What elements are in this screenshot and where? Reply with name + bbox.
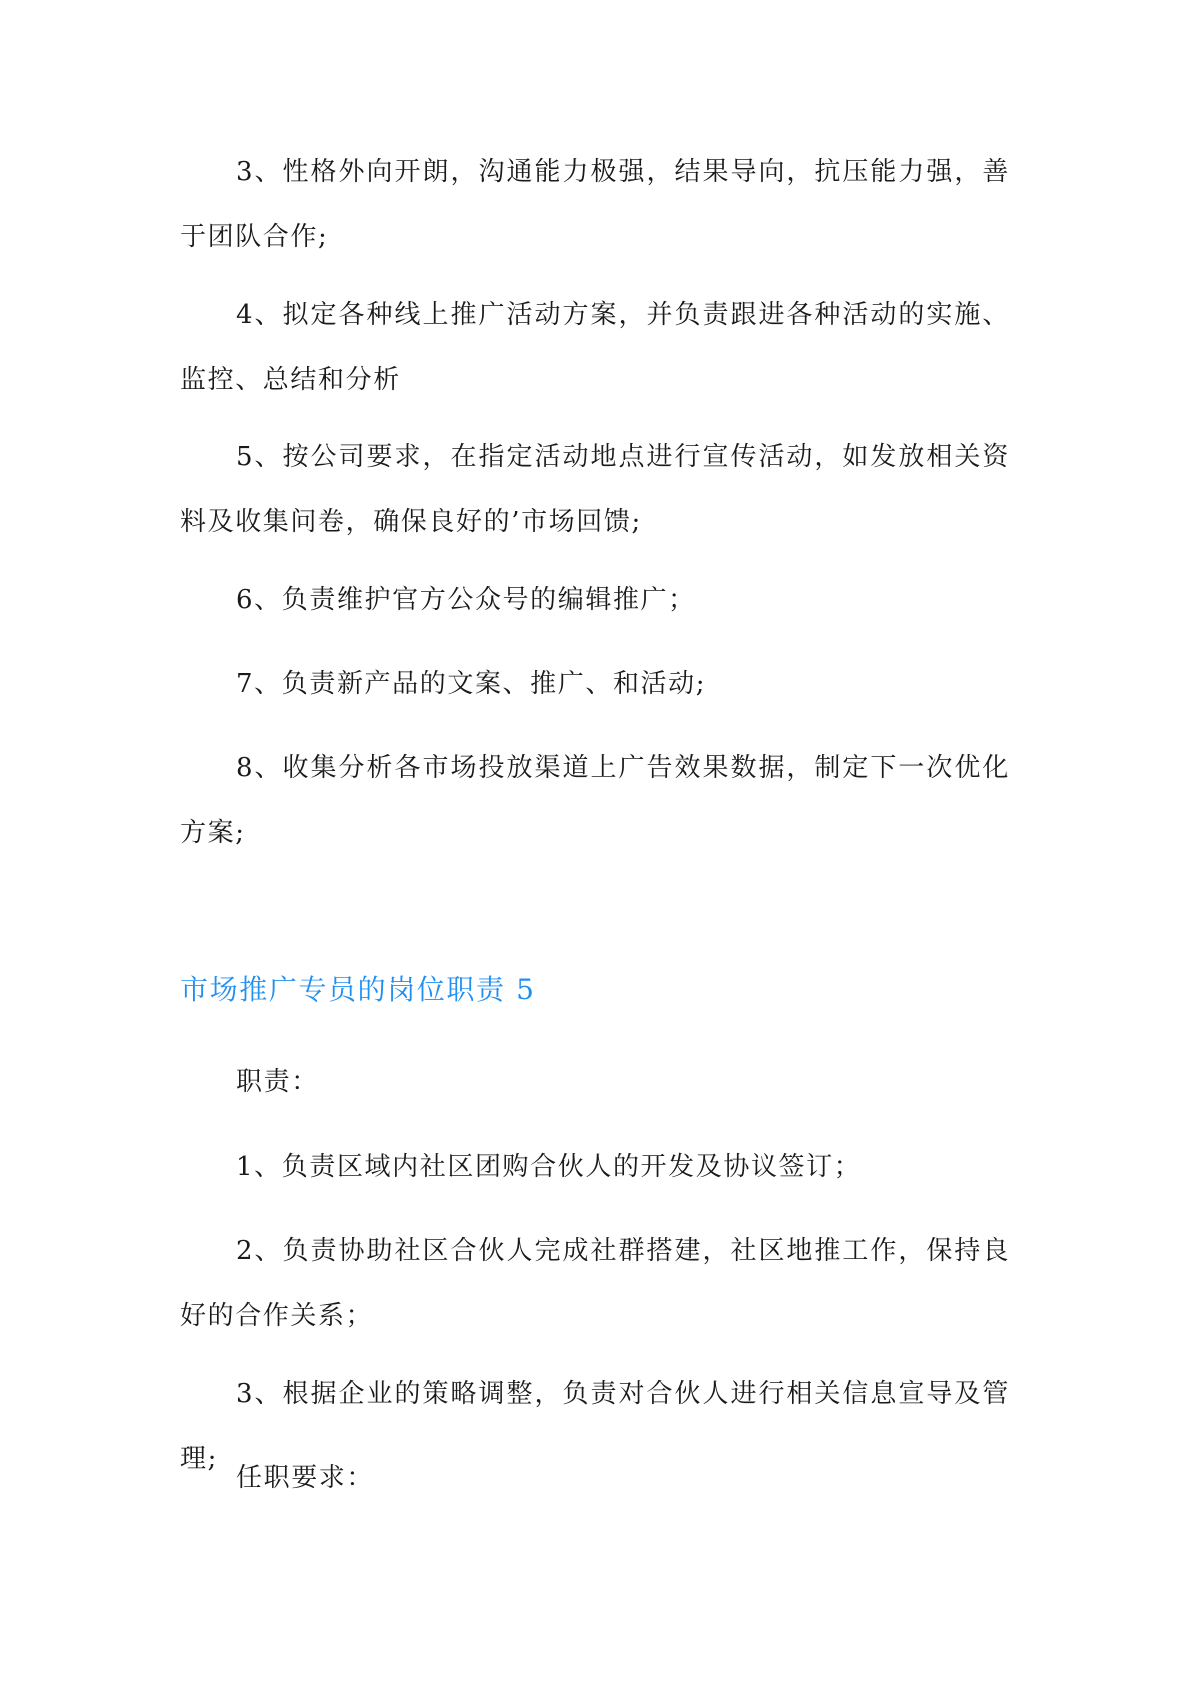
list-item: 1、负责区域内社区团购合伙人的开发及协议签订； [236, 1152, 862, 1182]
list-item: 2、负责协助社区合伙人完成社群搭建，社区地推工作，保持良好的合作关系； [180, 1236, 1010, 1331]
list-item: 8、收集分析各市场投放渠道上广告效果数据，制定下一次优化方案; [180, 753, 1010, 848]
duties-label: 职责： [236, 1067, 319, 1097]
list-item: 6、负责维护官方公众号的编辑推广； [236, 585, 696, 615]
list-item: 7、负责新产品的文案、推广、和活动; [236, 669, 707, 699]
list-item: 4、拟定各种线上推广活动方案，并负责跟进各种活动的实施、监控、总结和分析 [180, 300, 1010, 395]
list-item: 3、性格外向开朗，沟通能力极强，结果导向，抗压能力强，善于团队合作; [180, 157, 1010, 252]
section-heading: 市场推广专员的岗位职责 5 [180, 973, 536, 1006]
list-item: 5、按公司要求，在指定活动地点进行宣传活动，如发放相关资料及收集问卷，确保良好的’市场回馈; [180, 442, 1010, 537]
list-item: 3、根据企业的策略调整，负责对合伙人进行相关信息宣导及管理; [180, 1379, 1010, 1474]
requirements-label: 任职要求： [236, 1463, 375, 1493]
